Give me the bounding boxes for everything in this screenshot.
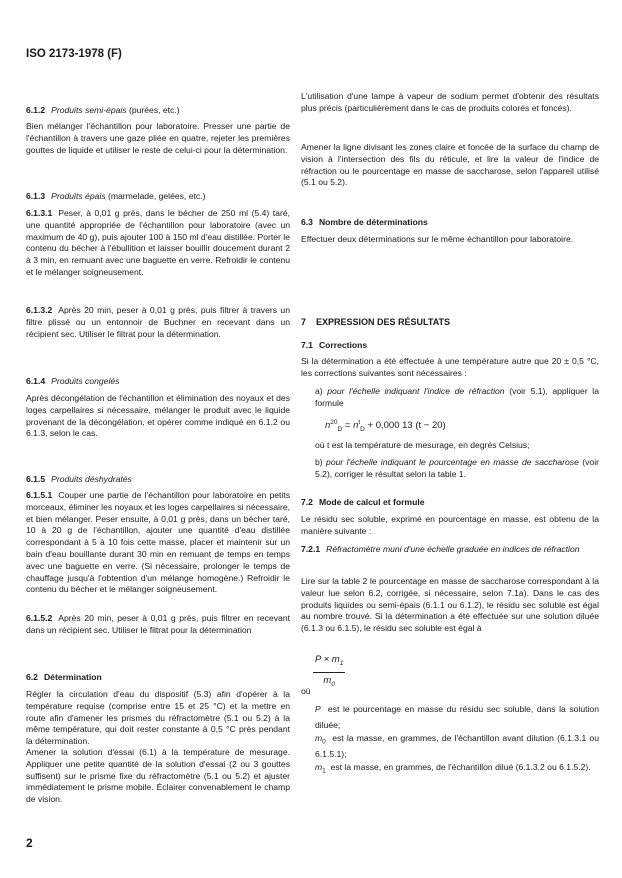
section-title: Produits déshydratés [51, 474, 132, 484]
item-label: a) [315, 386, 323, 396]
heading-7-2-1 [301, 544, 599, 556]
paragraph-6-1-4: Après décongélation de l'échantillon et élimination des noyaux et des loges carpellaires si nécessaire, mélanger le produit avec le liquide provenant de la décongélation, et opérer comme indiqué en 6.1.2 ou 6.1.3, selon le cas. [26, 393, 290, 439]
section-number: 6.3 [301, 217, 313, 227]
page-number: 2 [26, 836, 33, 850]
paragraph-6-2-b: Amener la solution d'essai (6.1) à la température de mesurage. Appliquer une petite quantité de la solution d'essai (2 ou 3 gouttes suffisent) sur le prisme fixe du réfractomètre (5.1 ou 5.2) et ajuster immédiatement le prisme mobile. Éclairer convenablement le champ de vision. [26, 747, 290, 805]
def-text: est le pourcentage en masse du résidu sec soluble, dans la solution diluée; [315, 704, 599, 730]
section-title-rest: (marmelade, gelées, etc.) [105, 191, 206, 201]
paragraph-reading: Amener la ligne divisant les zones claire et foncée de la surface du champ de vision à l'intersection des fils du réticule, et lire la valeur de l'indice de réfraction ou le pourcentage en masse de saccharose, selon l'appareil utilisé (5.1 ou 5.2). [301, 142, 599, 188]
formula-sub: D [360, 426, 365, 434]
paragraph-7-2: Le résidu sec soluble, exprimé en pourcentage en masse, est obtenu de la manière suivante : [301, 514, 599, 536]
paragraph-6-1-5-1 [26, 490, 290, 596]
item-label: b) [315, 457, 323, 467]
section-title: Produits épais [51, 191, 106, 201]
heading-7-2 [301, 497, 599, 509]
heading-6-1-5 [26, 474, 290, 486]
heading-6-1-4 [26, 376, 290, 388]
heading-7 [301, 317, 599, 329]
paragraph-6-1-2: Bien mélanger l'échantillon pour laboratoire. Presser une partie de l'échantillon à travers une gaze pliée en quatre, rejeter les premières gouttes de liquide et utiliser le reste de celui-ci pour la détermination. [26, 121, 290, 155]
def-sub: 1 [322, 767, 326, 775]
paragraph-6-1-3-1 [26, 208, 290, 279]
heading-6-1-3 [26, 191, 290, 203]
section-title: Mode de calcul et formule [318, 497, 425, 507]
section-number: 6.1.5.1 [26, 490, 53, 500]
section-number: 7.2.1 [301, 544, 321, 554]
fraction [313, 654, 345, 690]
def-symbol: m [315, 762, 323, 772]
paragraph-6-1-5-2 [26, 613, 290, 637]
where-label: où [301, 686, 311, 696]
formula-sup: 20 [330, 419, 338, 426]
definition-p [301, 704, 599, 731]
section-number: 7 [301, 317, 307, 327]
item-text: (voir 5.2), corriger le résultat selon la table 1. [315, 457, 599, 479]
section-title: Produits semi-épais [51, 105, 127, 115]
section-number: 6.1.2 [26, 105, 46, 115]
heading-7-1 [301, 340, 599, 352]
section-title: Détermination [43, 672, 102, 682]
formula-where: où t est la température de mesurage, en degrés Celsius; [315, 440, 530, 450]
def-text: est la masse, en grammes, de l'échantillon avant dilution (6.1.3.1 ou 6.1.5.1); [315, 733, 599, 759]
def-symbol: m [315, 733, 323, 743]
formula-symbol: n [325, 420, 331, 432]
paragraph-text: Après 20 min, peser à 0,01 g près, puis filtrer en recevant dans un récipient sec. Utiliser le filtrat pour la détermination [26, 613, 290, 635]
paragraph-text: Couper une partie de l'échantillon pour laboratoire en petits morceaux, éliminer les noyaux et les loges carpellaires si nécessaire, et bien mélanger. Peser ensuite, à 0,01 g près, dans un bécher taré, 10 à 20 g de l'échantillon, ajouter une quantité d'eau distillée correspondant à 5 à 10 fois cette masse, placer et maintenir sur un bain d'eau bouillante durant 30 min en remuant de temps en temps avec une baguette en verre. (Si nécessaire, prolonger le temps de chauffage jusqu'à l'obtention d'un mélange homogène.) Refroidir le contenu du bécher et le mélanger soigneusement. [26, 490, 290, 595]
formula-tail: + 0,000 13 (t − 20) [364, 420, 446, 432]
section-number: 6.2 [26, 672, 38, 682]
item-a [301, 386, 599, 410]
paragraph-7-2-1: Lire sur la table 2 le pourcentage en masse de saccharose correspondant à la valeur lue selon 6.2, corrigée, si nécessaire, selon 7.1a). Dans le cas des produits liquides ou semi-épais (6.1.1 ou 6.1.2), le résidu sec soluble est égal au nombre trouvé. Si la détermination a été effectuée sur une solution diluée (6.1.3 ou 6.1.5), le résidu sec soluble est égal à [301, 576, 599, 634]
section-number: 6.1.5 [26, 474, 46, 484]
document-header: ISO 2173-1978 (F) [26, 48, 122, 60]
section-title: Nombre de déterminations [318, 217, 428, 227]
item-italic: pour l'échelle indiquant le pourcentage en masse de saccharose [326, 457, 579, 467]
paragraph-text: Après 20 min, peser à 0,01 g près, puis filtrer à travers un filtre plissé ou un entonnoir de Buchner en recevant dans un récipient sec. Utiliser le filtrat pour la détermination. [26, 305, 290, 339]
section-title: Corrections [318, 340, 368, 350]
def-symbol: P [315, 704, 321, 714]
section-number: 6.1.3.2 [26, 305, 53, 315]
def-text: est la masse, en grammes, de l'échantillon dilué (6.1.3.2 ou 6.1.5.2). [330, 762, 591, 772]
section-title: Réfractomètre muni d'une échelle graduée en indices de réfraction [326, 544, 580, 554]
formula-fraction [301, 654, 611, 690]
formula-eq: = [342, 420, 354, 432]
paragraph-6-3: Effectuer deux déterminations sur le même échantillon pour laboratoire. [301, 234, 574, 244]
fraction-numerator [313, 654, 345, 673]
denominator-sub: 0 [331, 680, 335, 688]
definition-m1 [301, 762, 599, 778]
formula-sup: t [358, 419, 361, 426]
section-number: 7.1 [301, 340, 313, 350]
section-title-rest: (purées, etc.) [126, 105, 180, 115]
item-italic: pour l'échelle indiquant l'indice de réfraction [327, 386, 505, 396]
def-sub: 0 [322, 738, 326, 746]
formula-sub: D [337, 426, 343, 434]
section-number: 6.1.5.2 [26, 613, 53, 623]
heading-6-3 [301, 217, 599, 229]
paragraph-6-1-3-2 [26, 305, 290, 340]
section-number: 6.1.3 [26, 191, 46, 201]
numerator-text: P × m [315, 654, 340, 665]
heading-6-2 [26, 672, 290, 684]
section-title: Produits congelés [51, 376, 120, 386]
item-text: (voir 5.1), appliquer la formule [315, 386, 599, 408]
section-title: EXPRESSION DES RÉSULTATS [316, 317, 451, 327]
definition-m0 [301, 733, 599, 760]
heading-6-1-2 [26, 105, 290, 117]
section-number: 6.1.4 [26, 376, 46, 386]
section-number: 7.2 [301, 497, 313, 507]
formula-symbol: n [353, 420, 359, 432]
formula-correction [301, 417, 622, 436]
paragraph-6-2-a: Régler la circulation d'eau du dispositif (5.3) afin d'opérer à la température requise (comprise entre 15 et 25 °C) et la mettre en route afin d'amener les prismes du réfractomètre (5.1 ou 5.2) à la même température, qui doit rester constante à 0,5 °C près pendant la détermination. [26, 689, 290, 747]
section-number: 6.1.3.1 [26, 208, 53, 218]
numerator-sub: 1 [339, 659, 344, 667]
denominator-text: m [323, 674, 332, 686]
item-b [301, 457, 599, 481]
paragraph-7-1: Si la détermination a été effectuée à une température autre que 20 ± 0,5 °C, les corrections suivantes sont nécessaires : [301, 356, 599, 378]
paragraph-text: Peser, à 0,01 g près, dans le bécher de 250 ml (5.4) taré, une quantité appropriée de l'échantillon pour laboratoire (avec un maximum de 40 g), puis ajouter 100 à 150 ml d'eau distillée. Porter le contenu du bécher à l'ébullition et laisser bouillir doucement durant 2 à 3 min, en remuant avec une baguette en verre. Refroidir le contenu et le mélanger soigneusement. [26, 208, 290, 277]
paragraph-sodium-lamp: L'utilisation d'une lampe à vapeur de sodium permet d'obtenir des résultats plus précis (particulièrement dans le cas de produits colorés et foncés). [301, 91, 599, 113]
